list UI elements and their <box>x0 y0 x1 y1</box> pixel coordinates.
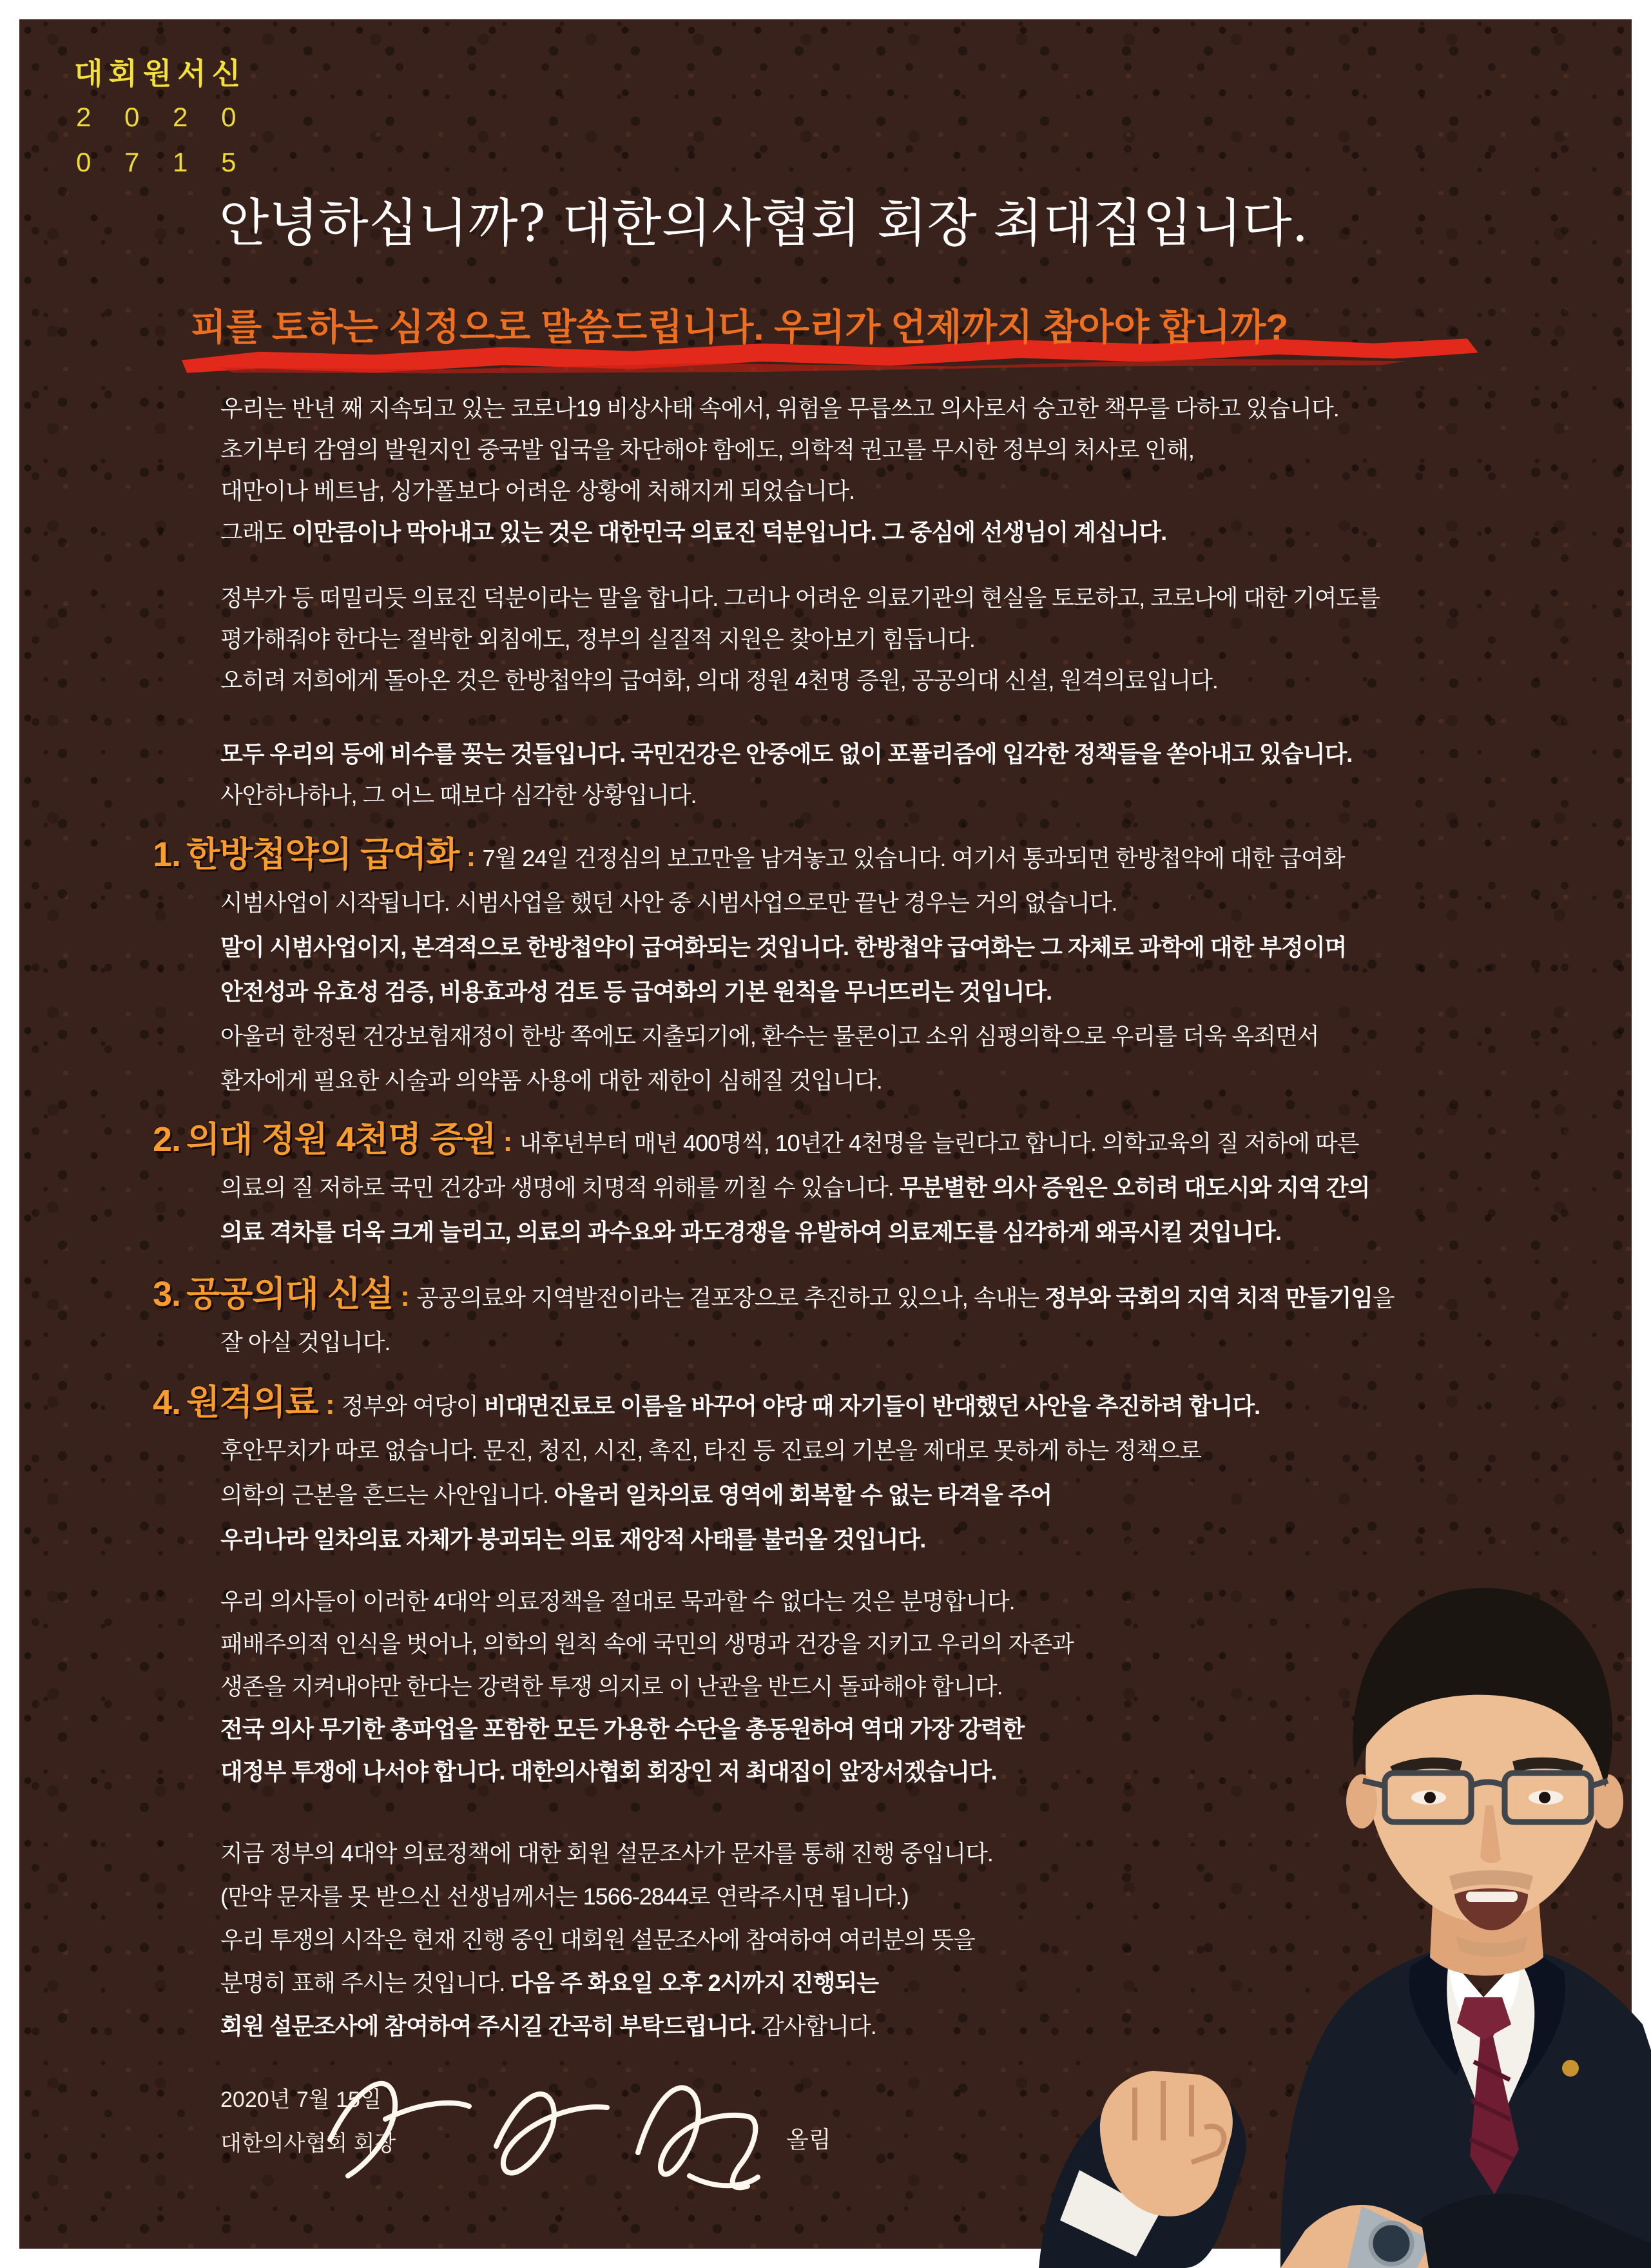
text-segment: 비대면진료로 이름을 바꾸어 야당 때 자기들이 반대했던 사안을 추진하려 합니다. <box>483 1393 1260 1419</box>
section-4-title: 원격의료 <box>186 1383 318 1422</box>
section-1-colon: : <box>459 841 483 873</box>
text-segment: 생존을 지켜내야만 한다는 강력한 투쟁 의지로 이 난관을 반드시 돌파해야 합니다. <box>220 1673 1003 1700</box>
text-segment: 감사합니다. <box>755 2013 876 2039</box>
text-segment: 오히려 저희에게 돌아온 것은 한방첩약의 급여화, 의대 정원 4천명 증원, 공공의대 신설, 원격의료입니다. <box>220 667 1218 693</box>
text-segment: 패배주의적 인식을 벗어나, 의학의 원칙 속에 국민의 생명과 건강을 지키고 우리의 자존과 <box>220 1631 1074 1657</box>
section-3-title: 공공의대 신설 <box>186 1275 394 1313</box>
section-3 <box>153 1272 1395 1364</box>
text-segment: 내후년부터 매년 400명씩, 10년간 4천명을 늘린다고 합니다. 의학교육의 질 저하에 따른 <box>519 1130 1359 1156</box>
text-segment: 아울러 일차의료 영역에 회복할 수 없는 타격을 주어 <box>554 1482 1052 1508</box>
text-segment: 공공의료와 지역발전이라는 겉포장으로 추진하고 있으나, 속내는 <box>416 1284 1045 1311</box>
letter-subtitle: 피를 토하는 심정으로 말씀드립니다. 우리가 언제까지 참아야 합니까? <box>191 307 1289 348</box>
text-segment: 정부가 등 떠밀리듯 의료진 덕분이라는 말을 합니다. 그러나 어려운 의료기관의 현실을 토로하고, 코로나에 대한 기여도를 <box>220 585 1380 611</box>
text-segment: 우리 투쟁의 시작은 현재 진행 중인 대회원 설문조사에 참여하여 여러분의 뜻을 <box>220 1926 975 1953</box>
text-segment: 7월 24일 건정심의 보고만을 남겨놓고 있습니다. 여기서 통과되면 한방첩약에 대한 급여화 <box>482 845 1345 871</box>
section-1-title: 한방첩약의 급여화 <box>186 835 459 874</box>
text-segment: 대만이나 베트남, 싱가폴보다 어려운 상황에 처해지게 되었습니다. <box>220 478 854 504</box>
section-4-number: 4. <box>153 1383 181 1422</box>
letter-year: 2 0 2 0 <box>76 102 249 132</box>
paragraph-dagger <box>220 733 1352 816</box>
text-segment: 후안무치가 따로 없습니다. 문진, 청진, 시진, 촉진, 타진 등 진료의 기본을 제대로 못하게 하는 정책으로 <box>220 1437 1202 1464</box>
section-1 <box>153 833 1347 1103</box>
section-3-heading <box>153 1275 417 1313</box>
section-1-heading <box>153 835 483 874</box>
text-segment: 이만큼이나 막아내고 있는 것은 대한민국 의료진 덕분입니다. 그 중심에 선생님이 계십니다. <box>291 519 1167 545</box>
section-3-number: 3. <box>153 1275 181 1313</box>
letter-date-code: 0 7 1 5 <box>76 147 249 177</box>
section-4 <box>153 1381 1260 1562</box>
section-2-title: 의대 정원 4천명 증원 <box>186 1120 496 1159</box>
text-segment: 안전성과 유효성 검증, 비용효과성 검토 등 급여화의 기본 원칙을 무너뜨리는 것입니다. <box>220 978 1052 1005</box>
text-segment: 전국 의사 무기한 총파업을 포함한 모든 가용한 수단을 총동원하여 역대 가장 강력한 <box>220 1716 1025 1742</box>
paragraph-struggle <box>220 1580 1074 1793</box>
section-3-colon: : <box>393 1281 417 1312</box>
signature-suffix: 올림 <box>786 2126 831 2153</box>
text-segment: 우리는 반년 째 지속되고 있는 코로나19 비상사태 속에서, 위험을 무릅쓰고 의사로서 숭고한 책무를 다하고 있습니다. <box>220 395 1339 422</box>
president-photo <box>1003 1572 1651 2268</box>
section-4-body <box>220 1393 1260 1553</box>
text-segment: 말이 시범사업이지, 본격적으로 한방첩약이 급여화되는 것입니다. 한방첩약 급여화는 그 자체로 과학에 대한 부정이며 <box>220 934 1347 960</box>
text-segment: 초기부터 감염의 발원지인 중국발 입국을 차단해야 함에도, 의학적 권고를 무시한 정부의 처사로 인해, <box>220 436 1194 463</box>
paragraph-survey <box>220 1832 993 2048</box>
section-1-body <box>220 845 1346 1094</box>
text-segment: 우리나라 일차의료 자체가 붕괴되는 의료 재앙적 사태를 불러올 것입니다. <box>220 1526 926 1553</box>
text-segment: 잘 아실 것입니다. <box>220 1329 391 1355</box>
text-segment: 지금 정부의 4대악 의료정책에 대한 회원 설문조사가 문자를 통해 진행 중입니다. <box>220 1840 993 1866</box>
sender-role: 대한의사협회 회장 <box>220 2131 396 2156</box>
paragraph-government <box>220 577 1380 701</box>
letter-title: 안녕하십니까? 대한의사협회 회장 최대집입니다. <box>219 193 1309 253</box>
section-2 <box>153 1118 1370 1254</box>
text-segment: 을 <box>1373 1284 1395 1311</box>
text-segment: 사안하나하나, 그 어느 때보다 심각한 상황입니다. <box>220 782 697 808</box>
section-2-number: 2. <box>153 1120 181 1159</box>
text-segment: 모두 우리의 등에 비수를 꽂는 것들입니다. 국민건강은 안중에도 없이 포퓰리즘에 입각한 정책들을 쏟아내고 있습니다. <box>220 741 1353 767</box>
text-segment: 시범사업이 시작됩니다. 시범사업을 했던 사안 중 시범사업으로만 끝난 경우는 거의 없습니다. <box>220 889 1117 916</box>
section-4-colon: : <box>318 1389 342 1420</box>
text-segment: 평가해줘야 한다는 절박한 외침에도, 정부의 실질적 지원은 찾아보기 힘듭니다. <box>220 626 975 652</box>
text-segment: 다음 주 화요일 오후 2시까지 진행되는 <box>510 1970 878 1996</box>
letter-tag: 대회원서신 <box>74 57 247 90</box>
section-4-heading <box>153 1383 342 1422</box>
text-segment: 의학의 근본을 흔드는 사안입니다. <box>220 1482 554 1508</box>
text-segment: (만약 문자를 못 받으신 선생님께서는 1566-2844로 연락주시면 됩니다.) <box>220 1883 909 1910</box>
section-2-heading <box>153 1120 519 1159</box>
text-segment: 우리 의사들이 이러한 4대악 의료정책을 절대로 묵과할 수 없다는 것은 분명합니다. <box>220 1588 1015 1614</box>
signature <box>303 2043 793 2191</box>
section-1-number: 1. <box>153 835 181 874</box>
text-segment: 의료의 질 저하로 국민 건강과 생명에 치명적 위해를 끼칠 수 있습니다. <box>220 1174 900 1201</box>
text-segment: 분명히 표해 주시는 것입니다. <box>220 1970 511 1996</box>
text-segment: 환자에게 필요한 시술과 의약품 사용에 대한 제한이 심해질 것입니다. <box>220 1067 882 1094</box>
section-2-colon: : <box>496 1126 519 1158</box>
text-segment: 정부와 여당이 <box>341 1393 484 1419</box>
paragraph-covid <box>220 388 1339 553</box>
letter-date: 2020년 7월 15일 <box>220 2088 381 2112</box>
text-segment: 회원 설문조사에 참여하여 주시길 간곡히 부탁드립니다. <box>220 2013 756 2039</box>
text-segment: 무분별한 의사 증원은 오히려 대도시와 지역 간의 <box>899 1174 1370 1201</box>
text-segment: 정부와 국회의 지역 치적 만들기임 <box>1045 1284 1373 1311</box>
text-segment: 의료 격차를 더욱 크게 늘리고, 의료의 과수요와 과도경쟁을 유발하여 의료제도를 심각하게 왜곡시킬 것입니다. <box>220 1219 1281 1245</box>
text-segment: 아울러 한정된 건강보험재정이 한방 쪽에도 지출되기에, 환수는 물론이고 소위 심평의학으로 우리를 더욱 옥죄면서 <box>220 1023 1319 1049</box>
text-segment: 대정부 투쟁에 나서야 합니다. 대한의사협회 회장인 저 최대집이 앞장서겠습니다. <box>220 1758 997 1785</box>
text-segment: 그래도 <box>220 519 292 545</box>
